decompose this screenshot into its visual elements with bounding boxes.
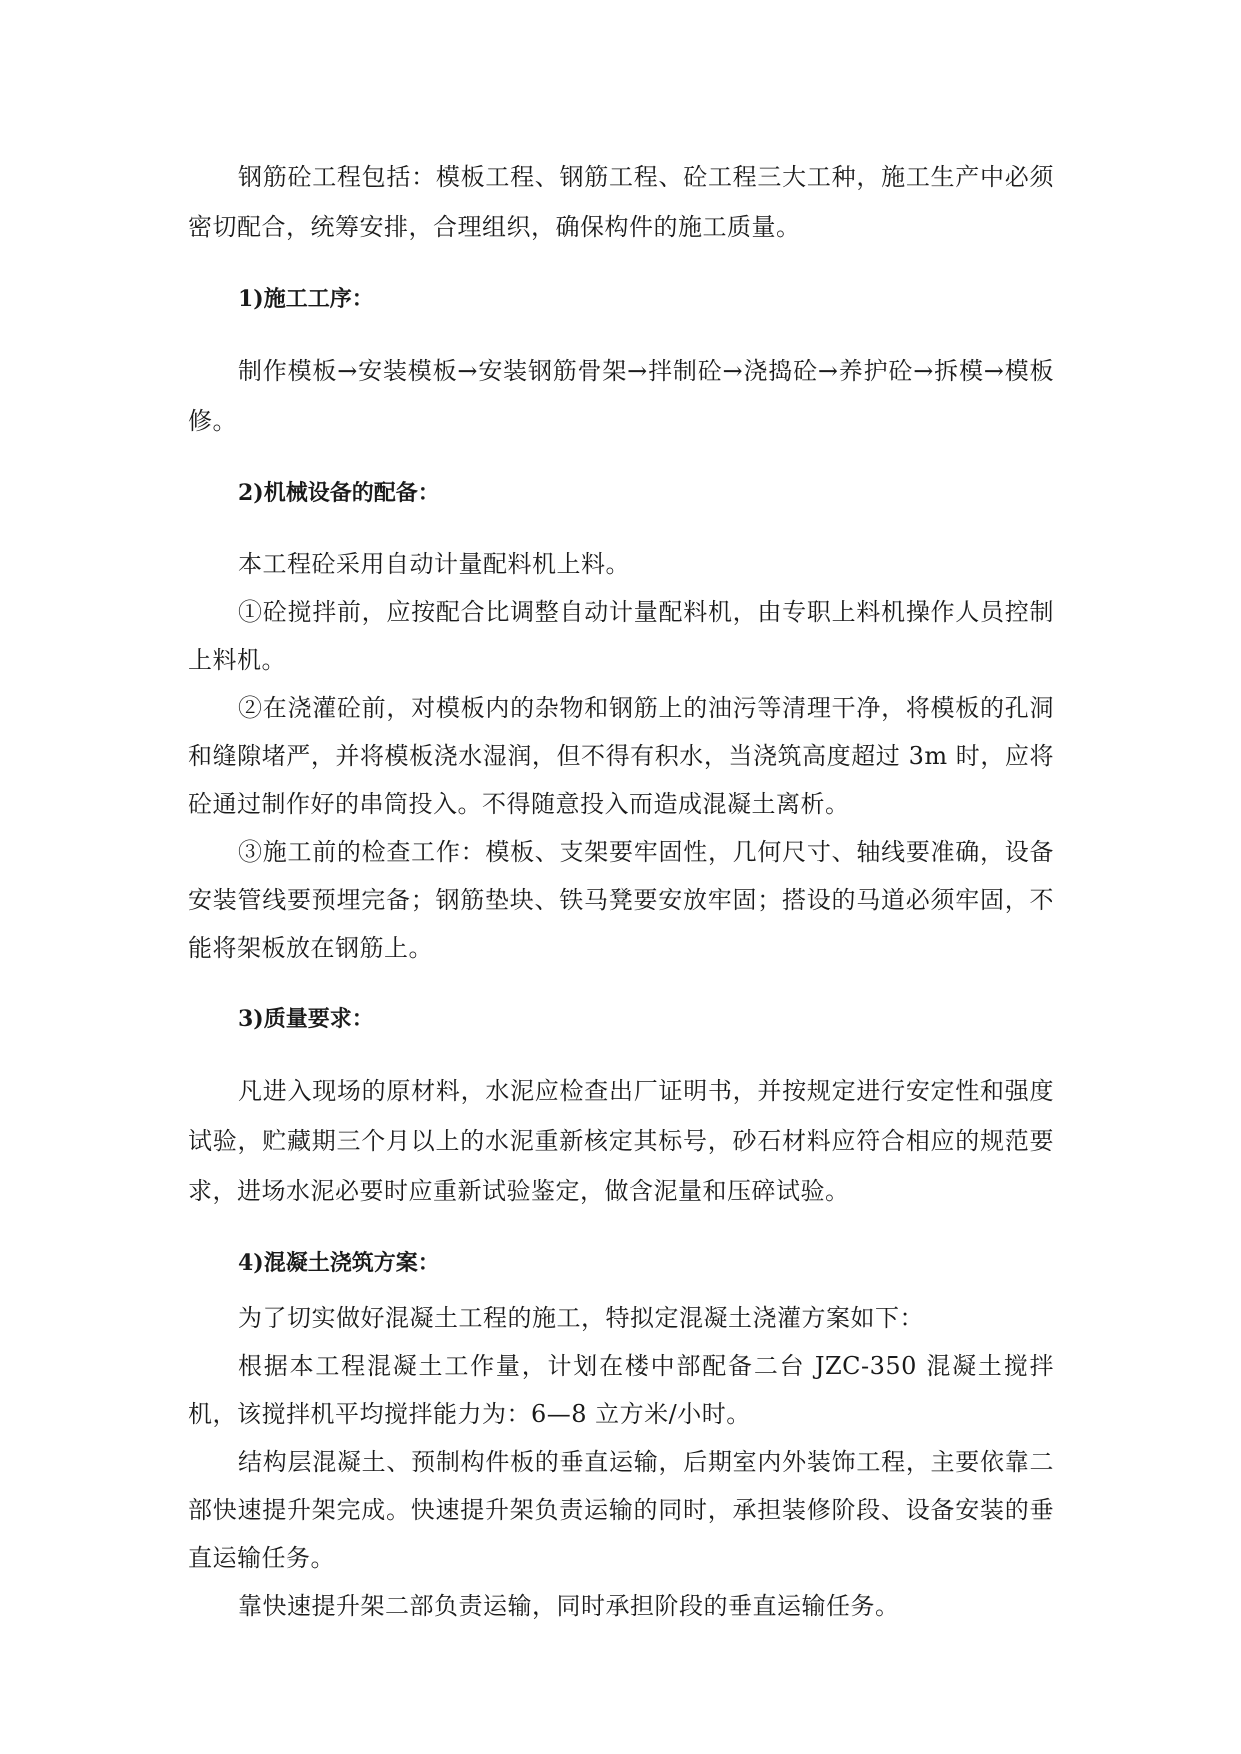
section-2-paragraph-4: ③施工前的检查工作：模板、支架要牢固性，几何尺寸、轴线要准确，设备安装管线要预埋完备；钢筋垫块、铁马凳要安放牢固；搭设的马道必须牢固，不能将架板放在钢筋上。: [188, 838, 1054, 962]
document-page: [188, 152, 1054, 1630]
section-2-paragraph-1: 本工程砼采用自动计量配料机上料。: [238, 550, 630, 578]
section-2-heading: 2)机械设备的配备：: [238, 480, 440, 506]
section-2-paragraph-2: ①砼搅拌前，应按配合比调整自动计量配料机，由专职上料机操作人员控制上料机。: [188, 598, 1054, 674]
section-4-paragraph-1: 为了切实做好混凝土工程的施工，特拟定混凝土浇灌方案如下：: [238, 1304, 924, 1332]
intro-paragraph: 钢筋砼工程包括：模板工程、钢筋工程、砼工程三大工种，施工生产中必须密切配合，统筹安排，合理组织，确保构件的施工质量。: [188, 163, 1054, 241]
section-3-paragraph: 凡进入现场的原材料，水泥应检查出厂证明书，并按规定进行安定性和强度试验，贮藏期三个月以上的水泥重新核定其标号，砂石材料应符合相应的规范要求，进场水泥必要时应重新试验鉴定，做含泥量和压碎试验。: [188, 1077, 1054, 1205]
section-3-heading: 3)质量要求：: [238, 1006, 374, 1032]
section-4-heading: 4)混凝土浇筑方案：: [238, 1250, 440, 1276]
section-4-paragraph-2: 根据本工程混凝土工作量，计划在楼中部配备二台 JZC-350 混凝土搅拌机，该搅拌机平均搅拌能力为：6—8 立方米/小时。: [188, 1352, 1054, 1428]
section-1-paragraph: 制作模板→安装模板→安装钢筋骨架→拌制砼→浇捣砼→养护砼→拆模→模板修。: [188, 357, 1054, 435]
section-2-paragraph-3: ②在浇灌砼前，对模板内的杂物和钢筋上的油污等清理干净，将模板的孔洞和缝隙堵严，并将模板浇水湿润，但不得有积水，当浇筑高度超过 3m 时，应将砼通过制作好的串筒投入。不得随意投入而造成混凝土离析。: [188, 694, 1054, 818]
section-1-heading: 1)施工工序：: [238, 286, 374, 312]
section-4-paragraph-4: 靠快速提升架二部负责运输，同时承担阶段的垂直运输任务。: [238, 1592, 900, 1620]
section-4-paragraph-3: 结构层混凝土、预制构件板的垂直运输，后期室内外装饰工程，主要依靠二部快速提升架完成。快速提升架负责运输的同时，承担装修阶段、设备安装的垂直运输任务。: [188, 1448, 1054, 1572]
